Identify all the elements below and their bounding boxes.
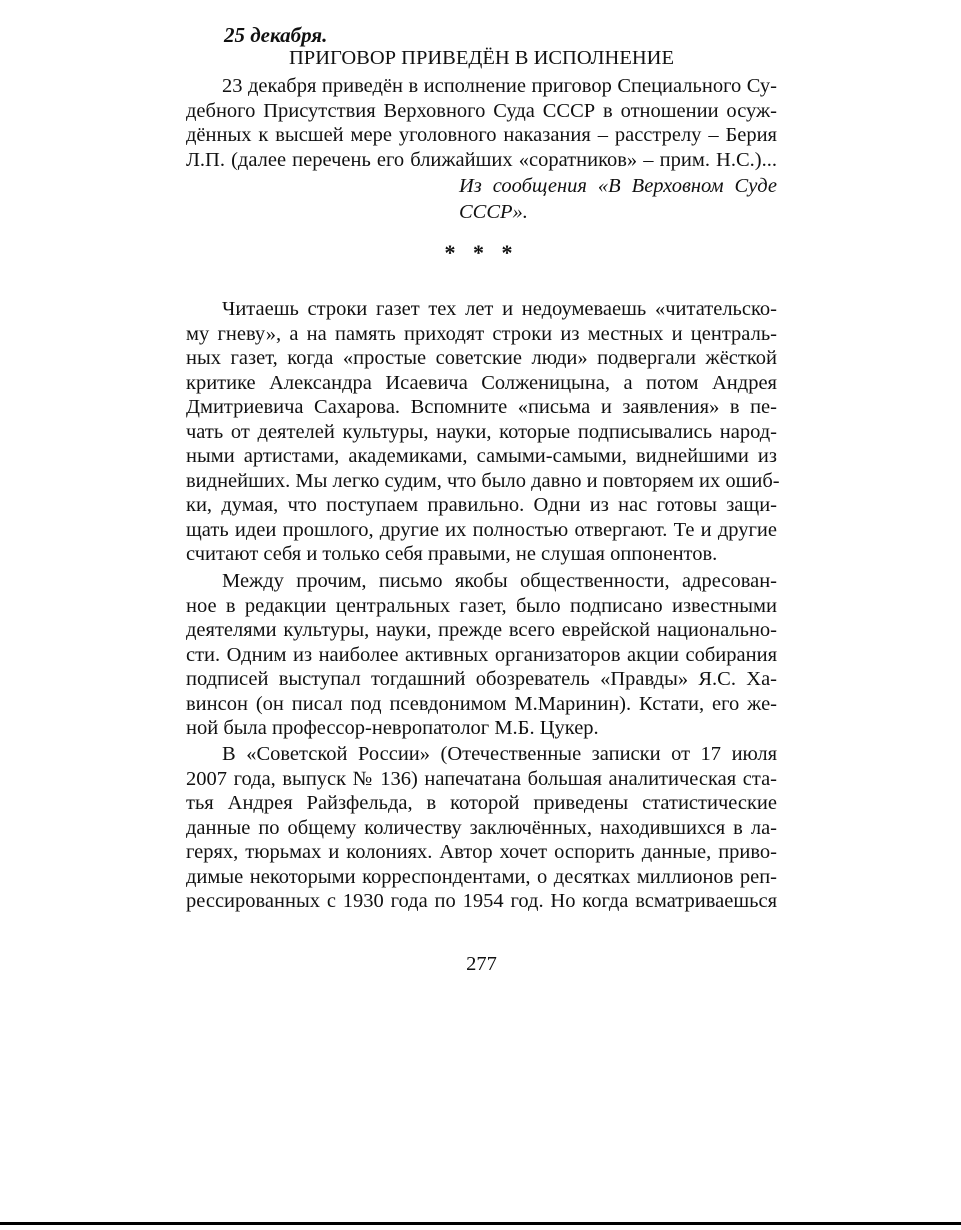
text-line: считают себя и только себя правыми, не слушая оппонентов. [186,543,718,565]
page-number: 277 [466,953,497,975]
text-line: Читаешь строки газет тех лет и недоумеваешь «читательско- [222,298,777,320]
text-line: подписей выступал тогдашний обозреватель «Правды» Я.С. Ха- [186,668,777,690]
article-heading: ПРИГОВОР ПРИВЕДЁН В ИСПОЛНЕНИЕ [288,47,675,69]
quote-line: дебного Присутствия Верховного Суда СССР в отношении осуж- [186,99,777,122]
quote-line: 23 декабря приведён в исполнение приговор Специального Су- [222,75,777,97]
section-separator: * * * [444,240,519,265]
text-line: рессированных с 1930 года по 1954 год. Но когда всматриваешься [186,890,777,912]
text-line: ными артистами, академиками, самыми-самыми, виднейшими из [186,445,777,467]
quote-line: Л.П. (далее перечень его ближайших «соратников» – прим. Н.С.)... [186,148,777,171]
paragraph-2 [186,569,777,741]
text-line: ных газет, когда «простые советские люди» подвергали жёсткой [186,347,777,369]
text-line: 2007 года, выпуск № 136) напечатана большая аналитическая ста- [186,767,777,790]
text-line: герях, тюрьмах и колониях. Автор хочет оспорить данные, приво- [186,841,777,863]
source-line: Из сообщения «В Верховном Суде [459,175,777,197]
text-line: димые некоторыми корреспондентами, о десятках миллионов реп- [186,865,777,888]
text-line: Между прочим, письмо якобы общественности, адресован- [222,570,777,592]
text-line: чать от деятелей культуры, науки, которые подписывались народ- [186,420,777,443]
text-line: тья Андрея Райзфельда, в которой приведены статистические [186,792,777,814]
source-line: СССР». [459,201,528,223]
text-line: щать идеи прошлого, другие их полностью отвергают. Те и другие [186,518,777,541]
paragraph-3 [186,742,777,914]
quote-block [186,74,777,172]
text-line: ное в редакции центральных газет, было подписано известными [186,594,777,617]
scan-edge-rule [0,1222,961,1225]
text-line: критике Александра Исаевича Солженицына, а потом Андрея [186,371,777,394]
text-line: Дмитриевича Сахарова. Вспомните «письма и заявления» в пе- [186,396,777,418]
text-line: му гневу», а на память приходят строки из местных и централь- [186,322,777,345]
text-line: винсон (он писал под псевдонимом М.Маринин). Кстати, его же- [186,692,777,715]
text-line: В «Советской России» (Отечественные записки от 17 июля [222,743,777,765]
text-line: ной была профессор-невропатолог М.Б. Цукер. [186,717,599,739]
text-line: данные по общему количеству заключённых, находившихся в ла- [186,816,777,839]
text-line: виднейших. Мы легко судим, что было давно и повторяем их ошиб- [186,469,780,492]
text-line: ки, думая, что поступаем правильно. Одни из нас готовы защи- [186,494,777,516]
entry-date: 25 декабря. [224,23,328,47]
paragraph-1 [186,297,780,567]
text-line: сти. Одним из наиболее активных организаторов акции собирания [186,643,777,666]
quote-source [459,173,777,225]
quote-line: дённых к высшей мере уголовного наказания – расстрелу – Берия [186,124,777,146]
text-line: деятелями культуры, науки, прежде всего еврейской национально- [186,619,777,641]
